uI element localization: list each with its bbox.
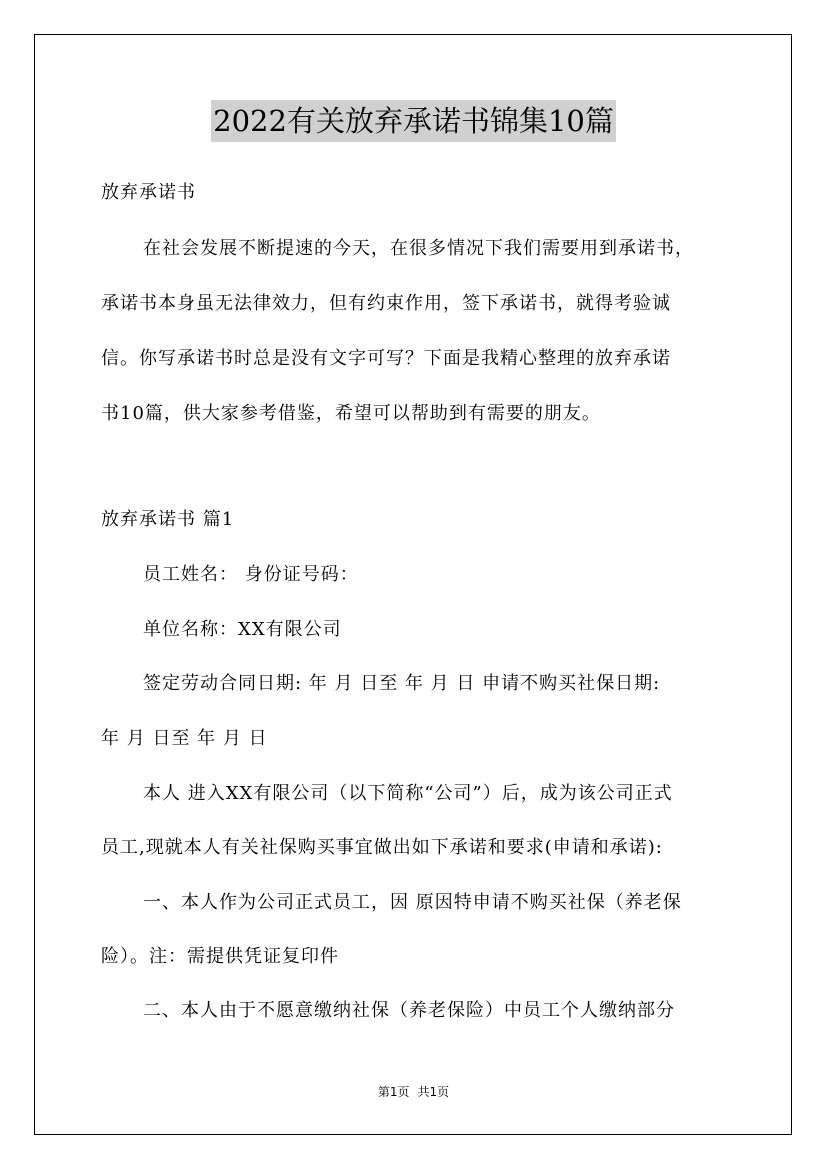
page-total: 共1页 [417, 1085, 450, 1099]
section-heading-part1: 放弃承诺书 篇1 [101, 509, 235, 530]
paragraph-line: 本人 进入XX有限公司（以下简称“公司”）后，成为该公司正式 [143, 783, 673, 804]
section-heading-intro: 放弃承诺书 [101, 182, 196, 203]
page-number: 第1页 [377, 1085, 410, 1099]
paragraph-line: 书10篇，供大家参考借鉴，希望可以帮助到有需要的朋友。 [101, 403, 601, 424]
paragraph-line: 在社会发展不断提速的今天，在很多情况下我们需要用到承诺书， [143, 238, 694, 259]
paragraph-line: 二、本人由于不愿意缴纳社保（养老保险）中员工个人缴纳部分 [143, 1000, 675, 1021]
paragraph-line: 单位名称：XX有限公司 [143, 619, 342, 640]
paragraph-line: 员工,现就本人有关社保购买事宜做出如下承诺和要求(申请和承诺): [101, 837, 663, 858]
paragraph-line: 年 月 日至 年 月 日 [101, 728, 268, 749]
paragraph-line: 险）。注：需提供凭证复印件 [101, 946, 339, 967]
page-footer [0, 1084, 827, 1100]
paragraph-line: 一、本人作为公司正式员工，因 原因特申请不购买社保（养老保 [143, 892, 682, 913]
paragraph-line: 签定劳动合同日期: 年 月 日至 年 月 日 申请不购买社保日期: [143, 673, 661, 694]
paragraph-line: 员工姓名： 身份证号码： [143, 564, 359, 585]
document-title-container [0, 100, 827, 142]
document-title: 2022有关放弃承诺书锦集10篇 [211, 100, 616, 142]
paragraph-line: 承诺书本身虽无法律效力，但有约束作用，签下承诺书，就得考验诚 [101, 293, 671, 314]
paragraph-line: 信。你写承诺书时总是没有文字可写？下面是我精心整理的放弃承诺 [101, 348, 671, 369]
